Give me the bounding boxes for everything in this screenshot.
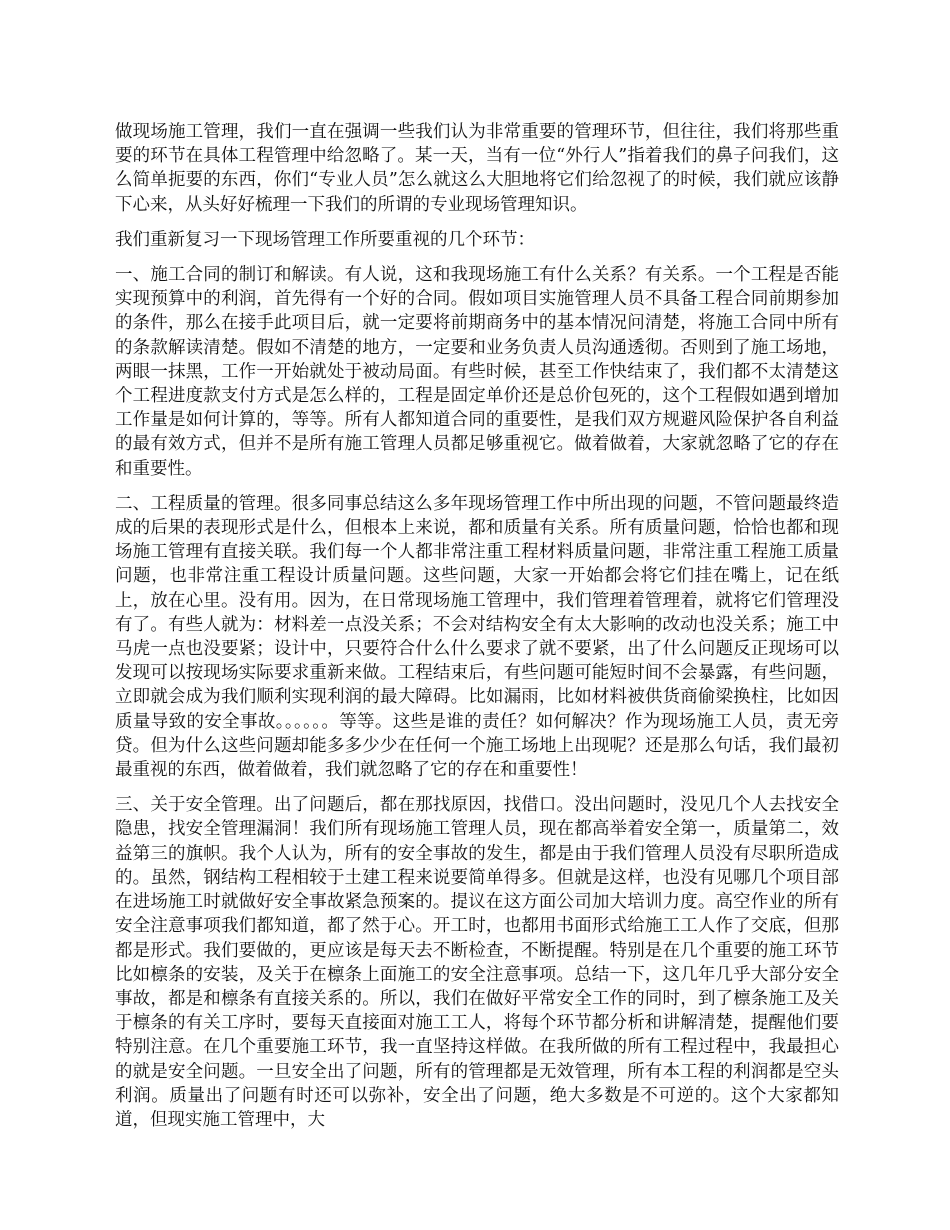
intro-paragraph: 做现场施工管理，我们一直在强调一些我们认为非常重要的管理环节，但往往，我们将那些重要的环节在具体工程管理中给忽略了。某一天，当有一位“外行人”指着我们的鼻子问我们，这么简单扼要的东西，你们“专业人员”怎么就这么大胆地将它们给忽视了的时候，我们就应该静下心来，从头好好梳理一下我们的所谓的专业现场管理知识。 xyxy=(115,122,839,215)
contract-paragraph: 一、施工合同的制订和解读。有人说，这和我现场施工有什么关系？有关系。一个工程是否能实现预算中的利润，首先得有一个好的合同。假如项目实施管理人员不具备工程合同前期参加的条件，那么在接手此项目后，就一定要将前期商务中的基本情况问清楚，将施工合同中所有的条款解读清楚。假如不清楚的地方，一定要和业务负责人员沟通透彻。否则到了施工场地，两眼一抹黑，工作一开始就处于被动局面。有些时候，甚至工作快结束了，我们都不太清楚这个工程进度款支付方式是怎么样的，工程是固定单价还是总价包死的，这个工程假如遇到增加工作量是如何计算的，等等。所有人都知道合同的重要性，是我们双方规避风险保护各自利益的最有效方式，但并不是所有施工管理人员都足够重视它。做着做着，大家就忽略了它的存在和重要性。 xyxy=(115,265,839,479)
quality-paragraph: 二、工程质量的管理。很多同事总结这么多年现场管理工作中所出现的问题，不管问题最终造成的后果的表现形式是什么，但根本上来说，都和质量有关系。所有质量问题，恰恰也都和现场施工管理有直接关联。我们每一个人都非常注重工程材料质量问题，非常注重工程施工质量问题，也非常注重工程设计质量问题。这些问题，大家一开始都会将它们挂在嘴上，记在纸上，放在心里。没有用。因为，在日常现场施工管理中，我们管理着管理着，就将它们管理没有了。有些人就为：材料差一点没关系；不会对结构安全有太大影响的改动也没关系；施工中马虎一点也没要紧；设计中，只要符合什么什么要求了就不要紧，出了什么问题反正现场可以发现可以按现场实际要求重新来做。工程结束后，有些问题可能短时间不会暴露，有些问题，立即就会成为我们顺利实现利润的最大障碍。比如漏雨，比如材料被供货商偷梁换柱，比如因质量导致的安全事故。。。。。。等等。这些是谁的责任？如何解决？作为现场施工人员，责无旁贷。但为什么这些问题却能多多少少在任何一个施工场地上出现呢？还是那么句话，我们最初最重视的东西，做着做着，我们就忽略了它的存在和重要性！ xyxy=(115,493,839,781)
safety-paragraph: 三、关于安全管理。出了问题后，都在那找原因，找借口。没出问题时，没见几个人去找安全隐患，找安全管理漏洞！我们所有现场施工管理人员，现在都高举着安全第一，质量第二，效益第三的旗帜。我个人认为，所有的安全事故的发生，都是由于我们管理人员没有尽职所造成的。虽然，钢结构工程相较于土建工程来说要简单得多。但就是这样，也没有见哪几个项目部在进场施工时就做好安全事故紧急预案的。提议在这方面公司加大培训力度。高空作业的所有安全注意事项我们都知道，都了然于心。开工时，也都用书面形式给施工工人作了交底，但那都是形式。我们要做的，更应该是每天去不断检查，不断提醒。特别是在几个重要的施工环节比如檩条的安装，及关于在檩条上面施工的安全注意事项。总结一下，这几年几乎大部分安全事故，都是和檩条有直接关系的。所以，我们在做好平常安全工作的同时，到了檩条施工及关于檩条的有关工序时，要每天直接面对施工工人，将每个环节都分析和讲解清楚，提醒他们要特别注意。在几个重要施工环节，我一直坚持这样做。在我所做的所有工程过程中，我最担心的就是安全问题。一旦安全出了问题，所有的管理都是无效管理，所有本工程的利润都是空头利润。质量出了问题有时还可以弥补，安全出了问题，绝大多数是不可逆的。这个大家都知道，但现实施工管理中，大 xyxy=(115,795,839,1130)
review-paragraph: 我们重新复习一下现场管理工作所要重视的几个环节： xyxy=(115,229,535,250)
document-body xyxy=(115,120,839,1143)
